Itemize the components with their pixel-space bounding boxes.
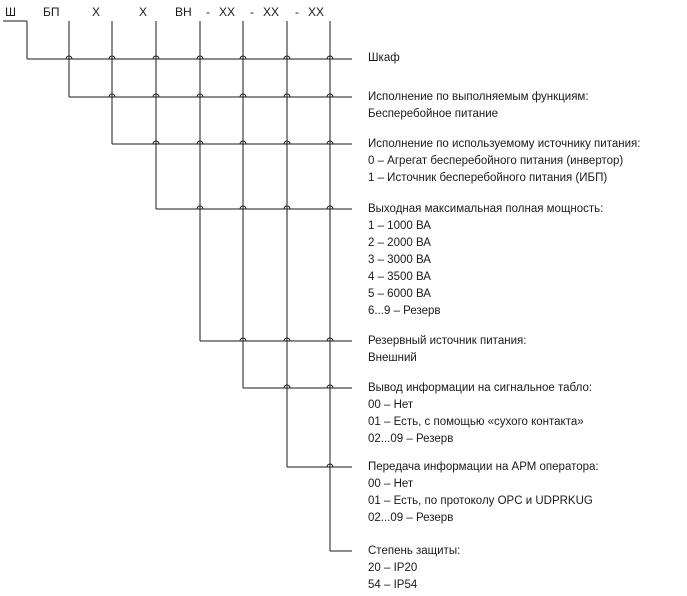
option-line: 01 – Есть, по протоколу OPC и UDPRKUG [368, 495, 593, 507]
option-line: Внешний [368, 352, 417, 364]
code-dash-2: - [250, 5, 254, 19]
section-reserve-source [368, 333, 683, 367]
option-line: 00 – Нет [368, 399, 414, 411]
code-dash-1: - [206, 5, 210, 19]
section-arm-operator [368, 459, 683, 527]
code-part-xx3: ХХ [308, 5, 325, 19]
code-part-xx1: ХХ [219, 5, 236, 19]
code-part-sh: Ш [5, 5, 16, 19]
section-title: Шкаф [368, 52, 400, 64]
section-title: Резервный источник питания: [368, 335, 527, 347]
code-dash-3: - [295, 5, 299, 19]
option-line: 1 – 1000 ВА [368, 220, 431, 232]
option-line: 01 – Есть, с помощью «сухого контакта» [368, 416, 584, 428]
option-line: 00 – Нет [368, 478, 414, 490]
section-protection [368, 543, 683, 594]
option-line: 02...09 – Резерв [368, 433, 454, 445]
section-output-power [368, 201, 683, 320]
section-title: Степень защиты: [368, 545, 461, 557]
section-title: Исполнение по используемому источнику питания: [368, 138, 641, 150]
section-shkaf [368, 50, 683, 67]
option-line: 1 – Источник бесперебойного питания (ИБП) [368, 172, 608, 184]
option-line: 5 – 6000 ВА [368, 288, 431, 300]
option-line: 02...09 – Резерв [368, 512, 454, 524]
option-line: 6...9 – Резерв [368, 305, 441, 317]
option-line: 0 – Агрегат бесперебойного питания (инвертор) [368, 155, 624, 167]
code-part-x2: Х [139, 5, 148, 19]
section-function [368, 89, 683, 123]
section-power-source [368, 136, 683, 187]
option-line: 3 – 3000 ВА [368, 254, 431, 266]
code-part-xx2: ХХ [263, 5, 280, 19]
section-title: Вывод информации на сигнальное табло: [368, 382, 593, 394]
option-line: 4 – 3500 ВА [368, 271, 431, 283]
code-part-x1: Х [92, 5, 101, 19]
option-line: 20 – IP20 [368, 562, 418, 574]
code-part-vn: ВН [175, 5, 192, 19]
code-part-bp: БП [43, 5, 60, 19]
option-line: Бесперебойное питание [368, 108, 499, 120]
section-title: Исполнение по выполняемым функциям: [368, 91, 589, 103]
option-line: 2 – 2000 ВА [368, 237, 431, 249]
section-signal-board [368, 380, 683, 448]
section-title: Передача информации на АРМ оператора: [368, 461, 599, 473]
option-line: 54 – IP54 [368, 579, 418, 591]
connector-lines [3, 21, 352, 551]
section-title: Выходная максимальная полная мощность: [368, 203, 604, 215]
